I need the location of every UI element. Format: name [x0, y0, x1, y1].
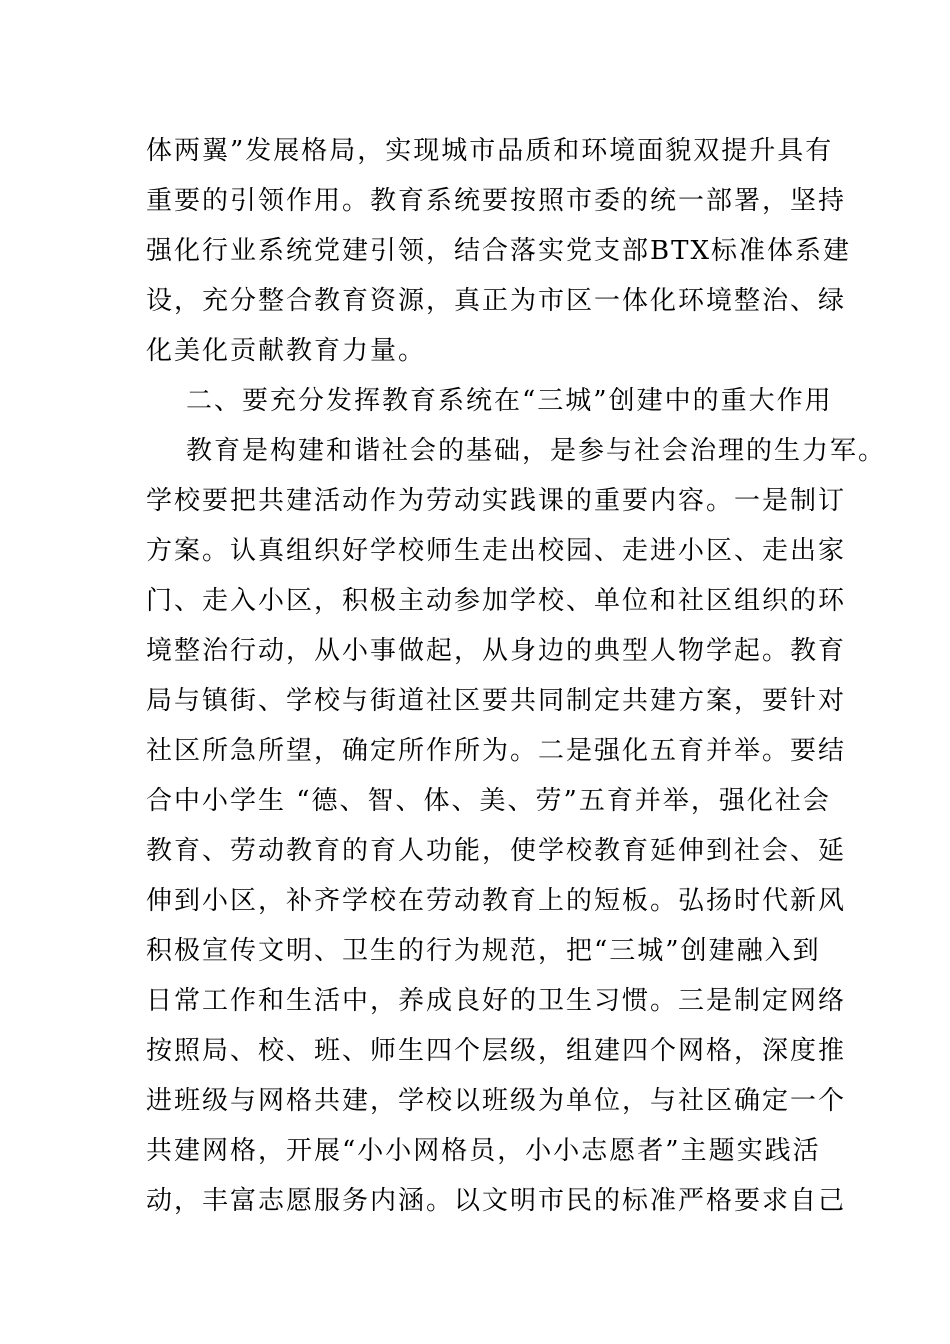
text-line: 学校要把共建活动作为劳动实践课的重要内容。一是制订 [146, 486, 847, 516]
text-line: 教育、劳动教育的育人功能，使学校教育延伸到社会、延 [146, 836, 847, 866]
text-line: 局与镇街、学校与街道社区要共同制定共建方案，要针对 [146, 686, 847, 716]
text-line: 按照局、校、班、师生四个层级，组建四个网格，深度推 [146, 1036, 847, 1066]
text-line: 社区所急所望，确定所作所为。二是强化五育并举。要结 [146, 736, 847, 766]
text-line: 进班级与网格共建，学校以班级为单位，与社区确定一个 [146, 1086, 847, 1116]
text-line: 境整治行动，从小事做起，从身边的典型人物学起。教育 [146, 636, 847, 666]
text-line: 强化行业系统党建引领，结合落实党支部BTX标准体系建 [146, 236, 851, 266]
text-line: 动，丰富志愿服务内涵。以文明市民的标准严格要求自己 [146, 1186, 847, 1216]
text-line: 方案。认真组织好学校师生走出校园、走进小区、走出家 [146, 536, 847, 566]
document-body [146, 126, 887, 1226]
text-line: 伸到小区，补齐学校在劳动教育上的短板。弘扬时代新风 [146, 886, 847, 916]
text-line: 体两翼”发展格局，实现城市品质和环境面貌双提升具有 [146, 136, 834, 166]
text-line: 设，充分整合教育资源，真正为市区一体化环境整治、绿 [146, 286, 847, 316]
paragraph-first-line: 教育是构建和谐社会的基础，是参与社会治理的生力军。 [186, 436, 887, 466]
section-heading: 二、要充分发挥教育系统在“三城”创建中的重大作用 [186, 386, 833, 416]
text-line: 重要的引领作用。教育系统要按照市委的统一部署，坚持 [146, 186, 847, 216]
text-line: 积极宣传文明、卫生的行为规范，把“三城”创建融入到 [146, 936, 821, 966]
text-line: 化美化贡献教育力量。 [146, 336, 427, 366]
text-line: 合中小学生 “德、智、体、美、劳”五育并举，强化社会 [146, 786, 831, 816]
text-line: 门、走入小区，积极主动参加学校、单位和社区组织的环 [146, 586, 847, 616]
text-line: 共建网格，开展“小小网格员，小小志愿者”主题实践活 [146, 1136, 821, 1166]
text-line: 日常工作和生活中，养成良好的卫生习惯。三是制定网络 [146, 986, 847, 1016]
